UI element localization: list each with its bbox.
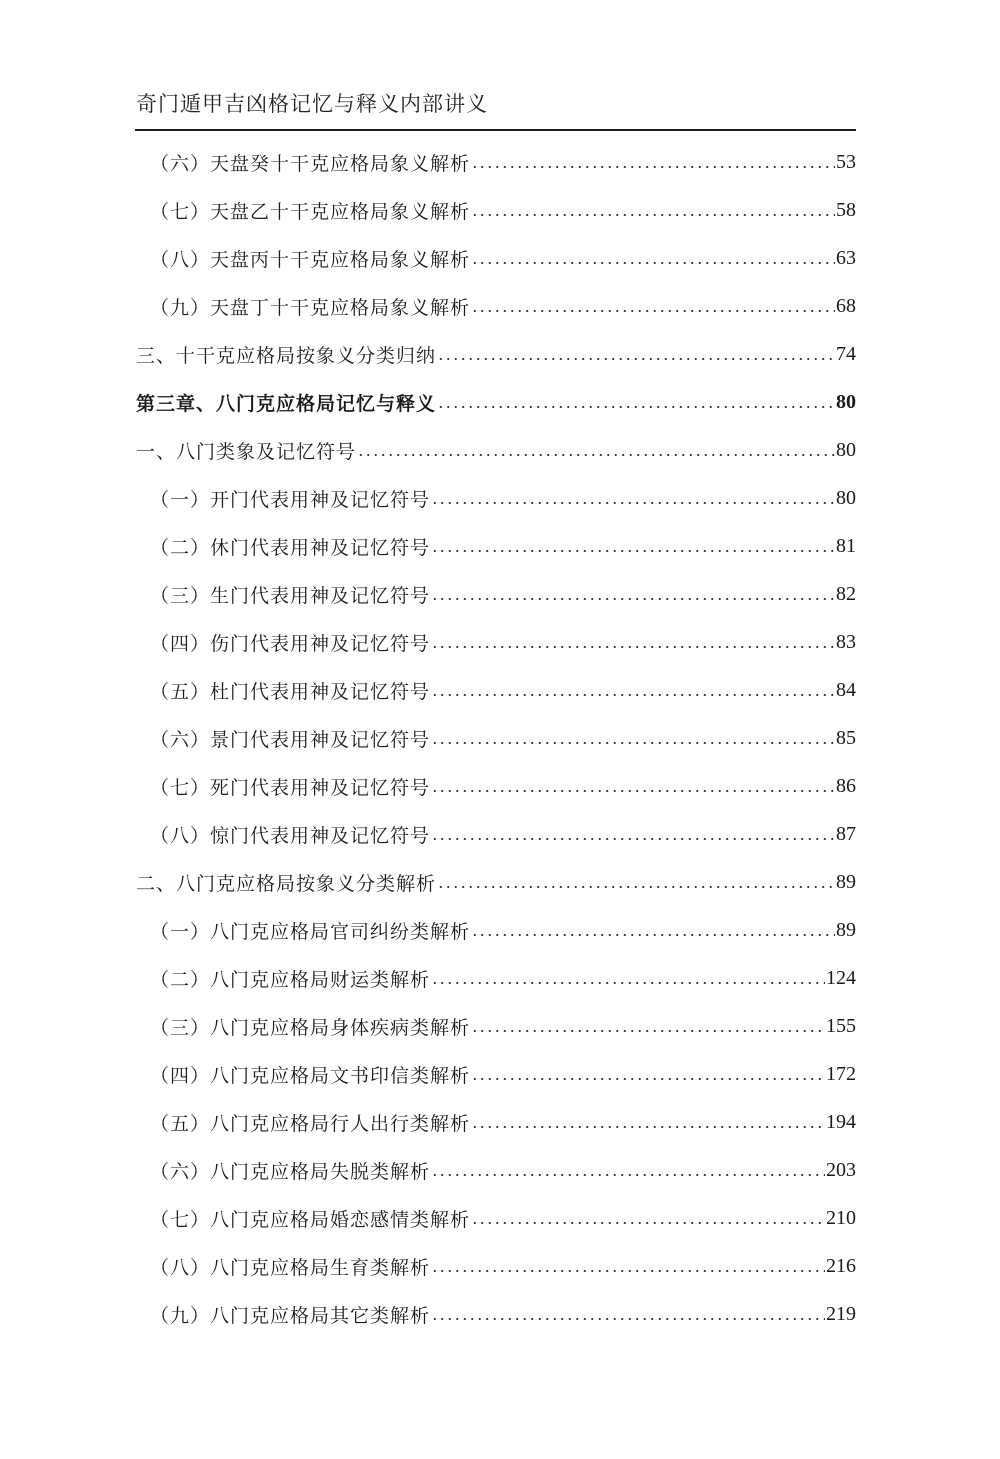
toc-entry-title: （四）八门克应格局文书印信类解析: [150, 1064, 471, 1087]
toc-entry-title: （三）八门克应格局身体疾病类解析: [150, 1016, 471, 1039]
toc-entry-title: （六）天盘癸十干克应格局象义解析: [150, 152, 471, 175]
toc-entry-title: （九）天盘丁十干克应格局象义解析: [150, 296, 471, 319]
toc-entry[interactable]: [136, 1146, 856, 1194]
toc-entry-page: 219: [826, 1302, 856, 1325]
toc-entry-title: （四）伤门代表用神及记忆符号: [150, 632, 431, 655]
toc-entry-title: （七）天盘乙十干克应格局象义解析: [150, 200, 471, 223]
toc-entry-title: （二）休门代表用神及记忆符号: [150, 536, 431, 559]
toc-entry-title: （三）生门代表用神及记忆符号: [150, 584, 431, 607]
toc-entry-page: 155: [826, 1014, 856, 1037]
toc-entry[interactable]: [136, 954, 856, 1002]
dot-leader: [471, 1113, 825, 1132]
toc-entry[interactable]: [136, 1050, 856, 1098]
toc-entry[interactable]: [136, 282, 856, 330]
toc-entry[interactable]: [136, 1194, 856, 1242]
toc-entry-page: 80: [836, 438, 856, 461]
toc-entry[interactable]: [136, 522, 856, 570]
dot-leader: [431, 777, 835, 796]
toc-section[interactable]: [136, 858, 856, 906]
dot-leader: [431, 681, 835, 700]
toc-entry-title: （一）开门代表用神及记忆符号: [150, 488, 431, 511]
toc-entry-page: 203: [826, 1158, 856, 1181]
table-of-contents: [136, 138, 856, 1338]
toc-entry-page: 86: [836, 774, 856, 797]
dot-leader: [431, 825, 835, 844]
toc-entry[interactable]: [136, 906, 856, 954]
toc-entry-page: 87: [836, 822, 856, 845]
toc-entry-title: （六）八门克应格局失脱类解析: [150, 1160, 431, 1183]
dot-leader: [431, 489, 835, 508]
dot-leader: [431, 1161, 825, 1180]
toc-entry-title: （五）八门克应格局行人出行类解析: [150, 1112, 471, 1135]
toc-entry-title: （七）死门代表用神及记忆符号: [150, 776, 431, 799]
dot-leader: [431, 1305, 825, 1324]
dot-leader: [431, 969, 825, 988]
dot-leader: [431, 633, 835, 652]
toc-entry-title: 第三章、八门克应格局记忆与释义: [136, 392, 437, 415]
toc-chapter[interactable]: [136, 378, 856, 426]
dot-leader: [437, 873, 835, 892]
dot-leader: [431, 729, 835, 748]
dot-leader: [431, 585, 835, 604]
toc-entry-page: 194: [826, 1110, 856, 1133]
toc-entry[interactable]: [136, 666, 856, 714]
toc-section[interactable]: [136, 330, 856, 378]
toc-entry-title: 一、八门类象及记忆符号: [136, 440, 357, 463]
toc-entry-title: （五）杜门代表用神及记忆符号: [150, 680, 431, 703]
toc-entry[interactable]: [136, 618, 856, 666]
toc-entry-page: 83: [836, 630, 856, 653]
toc-entry-page: 89: [836, 870, 856, 893]
toc-entry[interactable]: [136, 138, 856, 186]
toc-entry-page: 53: [836, 150, 856, 173]
toc-entry[interactable]: [136, 474, 856, 522]
toc-entry[interactable]: [136, 1098, 856, 1146]
dot-leader: [471, 153, 835, 172]
toc-entry-page: 81: [836, 534, 856, 557]
dot-leader: [357, 441, 835, 460]
toc-entry-title: （九）八门克应格局其它类解析: [150, 1304, 431, 1327]
dot-leader: [471, 297, 835, 316]
toc-entry-page: 210: [826, 1206, 856, 1229]
toc-entry-page: 74: [836, 342, 856, 365]
toc-entry[interactable]: [136, 186, 856, 234]
toc-entry-page: 68: [836, 294, 856, 317]
dot-leader: [437, 393, 835, 412]
running-header: 奇门遁甲吉凶格记忆与释义内部讲义: [136, 92, 488, 116]
toc-entry-page: 80: [836, 390, 856, 413]
toc-entry-page: 80: [836, 486, 856, 509]
toc-entry-page: 216: [826, 1254, 856, 1277]
toc-entry-title: （八）八门克应格局生育类解析: [150, 1256, 431, 1279]
toc-entry-title: （八）惊门代表用神及记忆符号: [150, 824, 431, 847]
toc-entry-title: （七）八门克应格局婚恋感情类解析: [150, 1208, 471, 1231]
toc-entry[interactable]: [136, 810, 856, 858]
toc-entry-title: （一）八门克应格局官司纠纷类解析: [150, 920, 471, 943]
toc-entry[interactable]: [136, 234, 856, 282]
toc-entry-title: （二）八门克应格局财运类解析: [150, 968, 431, 991]
toc-entry-page: 172: [826, 1062, 856, 1085]
toc-entry-page: 63: [836, 246, 856, 269]
toc-entry[interactable]: [136, 1002, 856, 1050]
toc-entry-page: 58: [836, 198, 856, 221]
toc-entry-page: 84: [836, 678, 856, 701]
toc-entry-title: 二、八门克应格局按象义分类解析: [136, 872, 437, 895]
toc-entry[interactable]: [136, 714, 856, 762]
dot-leader: [471, 1017, 825, 1036]
toc-entry-page: 124: [826, 966, 856, 989]
toc-entry[interactable]: [136, 762, 856, 810]
toc-section[interactable]: [136, 426, 856, 474]
dot-leader: [471, 201, 835, 220]
toc-entry-title: 三、十干克应格局按象义分类归纳: [136, 344, 437, 367]
toc-entry-title: （六）景门代表用神及记忆符号: [150, 728, 431, 751]
dot-leader: [471, 1209, 825, 1228]
dot-leader: [471, 249, 835, 268]
header-rule: [135, 129, 856, 131]
dot-leader: [471, 1065, 825, 1084]
dot-leader: [437, 345, 835, 364]
dot-leader: [471, 921, 835, 940]
toc-entry-page: 85: [836, 726, 856, 749]
dot-leader: [431, 1257, 825, 1276]
dot-leader: [431, 537, 835, 556]
toc-entry-page: 82: [836, 582, 856, 605]
toc-entry-title: （八）天盘丙十干克应格局象义解析: [150, 248, 471, 271]
toc-entry[interactable]: [136, 1290, 856, 1338]
toc-entry-page: 89: [836, 918, 856, 941]
toc-entry[interactable]: [136, 570, 856, 618]
toc-entry[interactable]: [136, 1242, 856, 1290]
